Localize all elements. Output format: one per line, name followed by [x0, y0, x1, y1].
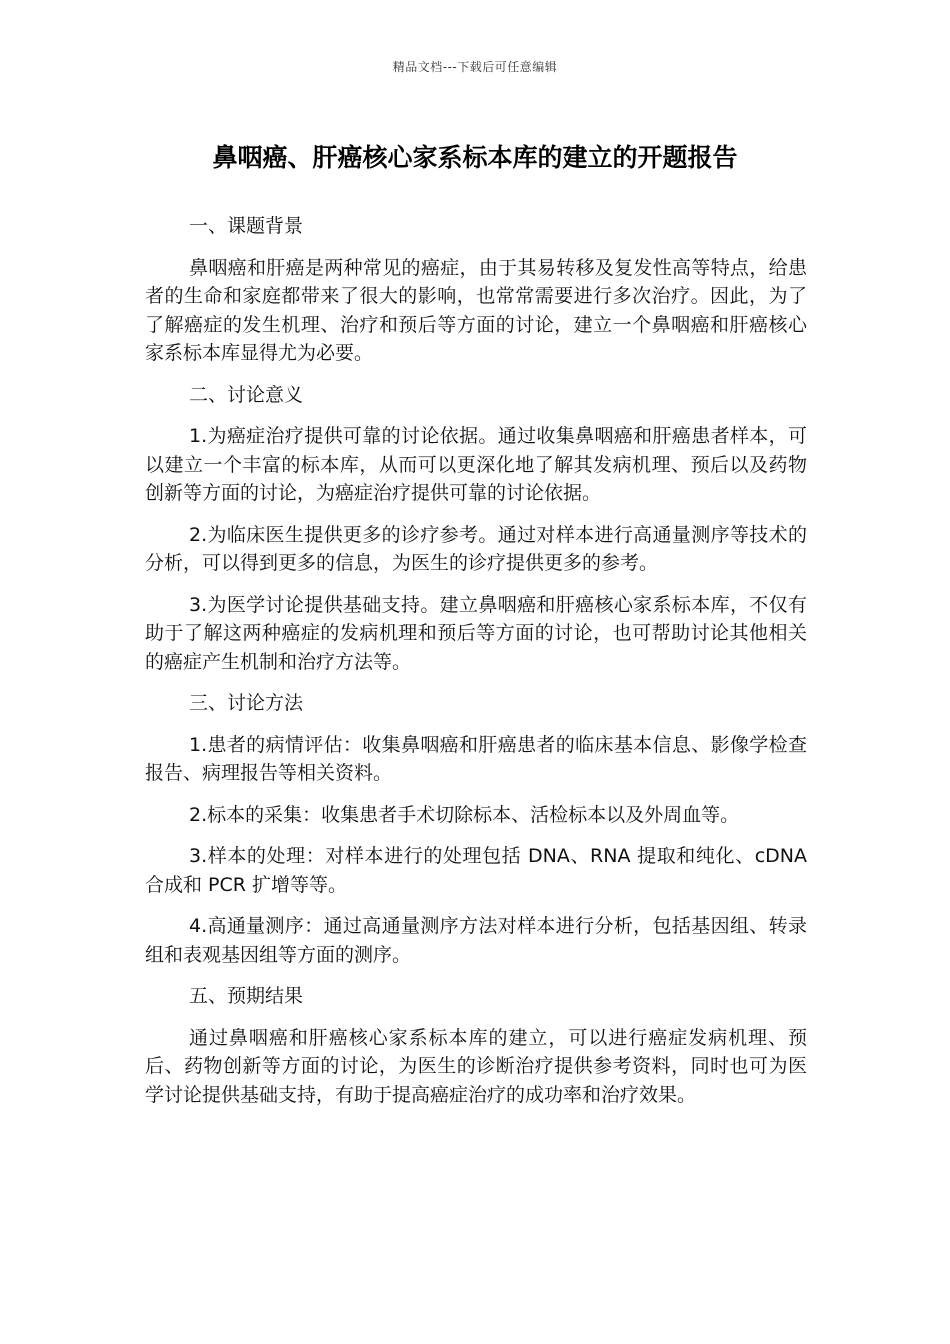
- document-title: 鼻咽癌、肝癌核心家系标本库的建立的开题报告: [212, 143, 738, 172]
- section-heading-background: 一、课题背景: [189, 215, 304, 237]
- results-paragraph: 通过鼻咽癌和肝癌核心家系标本库的建立，可以进行癌症发病机理、预后、药物创新等方面的讨论，为医生的诊断治疗提供参考资料，同时也可为医学讨论提供基础支持，有助于提高癌症治疗的成功率和治疗效果。: [145, 1026, 807, 1106]
- methods-item-4: 4.高通量测序：通过高通量测序方法对样本进行分析，包括基因组、转录组和表观基因组等方面的测序。: [145, 915, 807, 966]
- document-body: [145, 212, 807, 1122]
- methods-item-2: 2.标本的采集：收集患者手术切除标本、活检标本以及外周血等。: [189, 803, 740, 826]
- methods-item-1: 1.患者的病情评估：收集鼻咽癌和肝癌患者的临床基本信息、影像学检查报告、病理报告等相关资料。: [145, 733, 807, 784]
- header-note: 精品文档---下载后可任意编辑: [392, 60, 558, 74]
- section-heading-significance: 二、讨论意义: [189, 383, 304, 406]
- section-heading-results: 五、预期结果: [189, 985, 304, 1007]
- section-heading-methods: 三、讨论方法: [189, 692, 304, 714]
- significance-item-3: 3.为医学讨论提供基础支持。建立鼻咽癌和肝癌核心家系标本库，不仅有助于了解这两种癌症的发病机理和预后等方面的讨论，也可帮助讨论其他相关的癌症产生机制和治疗方法等。: [145, 593, 807, 673]
- methods-item-3: 3.样本的处理：对样本进行的处理包括 DNA、RNA 提取和纯化、cDNA 合成和 PCR 扩增等等。: [145, 845, 807, 896]
- background-paragraph: 鼻咽癌和肝癌是两种常见的癌症，由于其易转移及复发性高等特点，给患者的生命和家庭都带来了很大的影响，也常常需要进行多次治疗。因此，为了了解癌症的发生机理、治疗和预后等方面的讨论，建立一个鼻咽癌和肝癌核心家系标本库显得尤为必要。: [145, 256, 807, 364]
- significance-item-2: 2.为临床医生提供更多的诊疗参考。通过对样本进行高通量测序等技术的分析，可以得到更多的信息，为医生的诊疗提供更多的参考。: [145, 523, 807, 574]
- significance-item-1: 1.为癌症治疗提供可靠的讨论依据。通过收集鼻咽癌和肝癌患者样本，可以建立一个丰富的标本库，从而可以更深化地了解其发病机理、预后以及药物创新等方面的讨论，为癌症治疗提供可靠的讨论依据。: [145, 425, 807, 504]
